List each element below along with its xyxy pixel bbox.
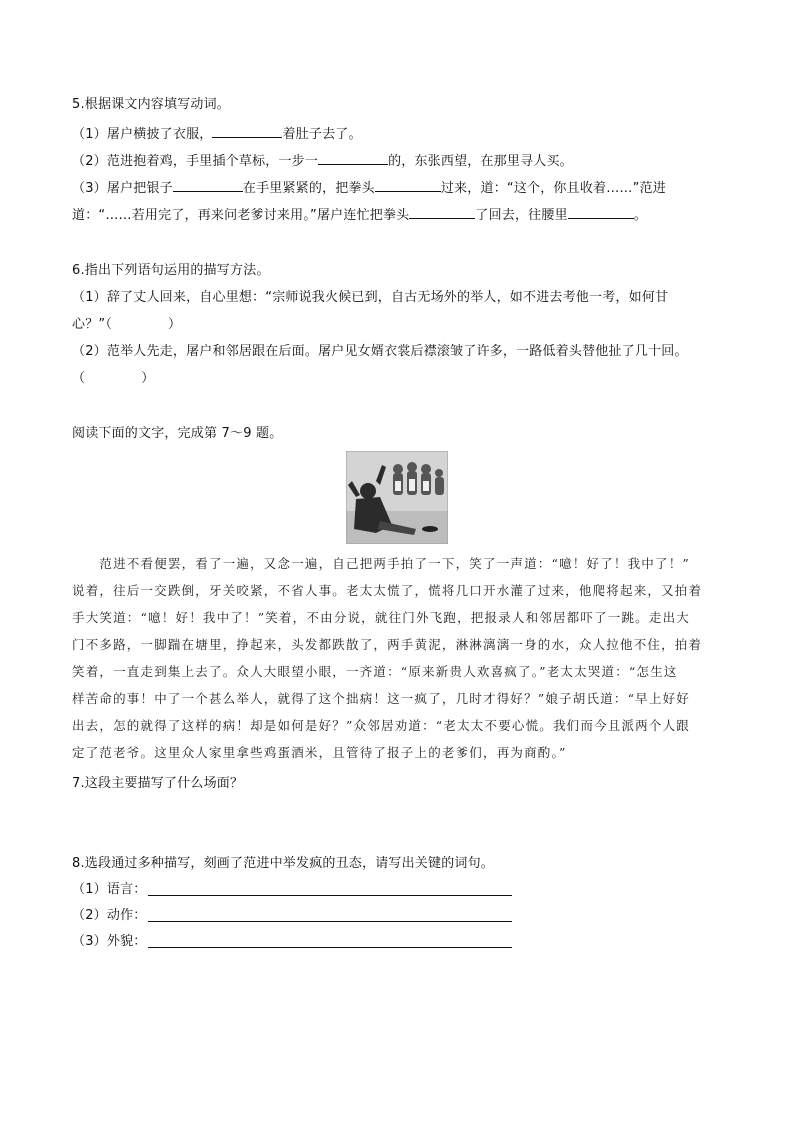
q8-item-1-label: （1）语言： (72, 882, 147, 897)
q5-item-3-text-e: 了回去，往腰里 (475, 208, 568, 223)
passage-line: 定了范老爷。这里众人家里拿些鸡蛋酒米，且管待了报子上的老爹们，再为商酌。” (72, 745, 567, 760)
q6-item-1-cont (72, 316, 181, 334)
passage-line: 出去，怎的就得了这样的病！却是如何是好？”众邻居劝道：“老太太不要心慌。我们而今且派两个人跟 (72, 718, 690, 733)
q5-item-3-text-a: （3）屠户把银子 (72, 181, 173, 196)
q5-item-3 (72, 177, 666, 198)
q6-item-2-text-c: ） (141, 371, 155, 386)
q5-item-1 (72, 123, 362, 144)
q5-blank-2[interactable] (318, 150, 388, 165)
passage-line: 笑着，一直走到集上去了。众人大眼望小眼，一齐道：“原来新贵人欢喜疯了。”老太太哭道：“怎生这 (72, 664, 678, 679)
q6-item-1-text-b: 心？”（ (72, 317, 113, 332)
q8-title: 8.选段通过多种描写，刻画了范进中举发疯的丑态，请写出关键的词句。 (72, 856, 495, 871)
q5-item-2-text-a: （2）范进抱着鸡，手里插个草标，一步一 (72, 154, 319, 169)
passage-line: 门不多路，一脚踹在塘里，挣起来，头发都跌散了，两手黄泥，淋淋漓漓一身的水，众人拉他不住，拍着 (72, 637, 703, 652)
passage-line: 手大笑道：“噫！好！我中了！”笑着，不由分说，就往门外飞跑，把报录人和邻居都吓了一跳。走出大 (72, 610, 690, 625)
passage-line: 范进不看便罢，看了一遍，又念一遍，自己把两手拍了一下，笑了一声道：“噫！好了！我中了！” (72, 556, 690, 571)
q6-item-2: （2）范举人先走，屠户和邻居跟在后面。屠户见女婿衣裳后襟滚皱了许多，一路低着头替他扯了几十回。 (72, 344, 688, 359)
passage-line: 样苦命的事！中了一个甚么举人，就得了这个拙病！这一疯了，几时才得好？”娘子胡氏道：“早上好好 (72, 691, 690, 706)
q8-answer-line-2[interactable] (148, 921, 512, 922)
q8-item-2-label: （2）动作： (72, 908, 147, 923)
q5-title: 5.根据课文内容填写动词。 (72, 97, 231, 112)
q8-answer-line-3[interactable] (148, 947, 512, 948)
passage-line: 说着，往后一交跌倒，牙关咬紧，不省人事。老太太慌了，慌将几口开水灌了过来，他爬将起来，又拍着 (72, 583, 703, 598)
q5-item-3-cont (72, 204, 647, 225)
reading-intro: 阅读下面的文字，完成第 7～9 题。 (72, 426, 283, 441)
passage (72, 550, 722, 766)
q5-blank-3[interactable] (173, 177, 243, 192)
q6-title: 6.指出下列语句运用的描写方法。 (72, 263, 270, 278)
q5-blank-1[interactable] (212, 123, 282, 138)
q6-item-1-text-c: ） (168, 317, 182, 332)
q5-item-1-text-b: 着肚子去了。 (282, 127, 362, 142)
q7-title: 7.这段主要描写了什么场面？ (72, 776, 244, 791)
q5-item-3-text-d: 道：“……若用完了，再来问老爹讨来用。”屠户连忙把拳头 (72, 208, 410, 223)
q5-item-3-text-f: 。 (633, 208, 647, 223)
q5-item-2 (72, 150, 573, 171)
q5-blank-4[interactable] (375, 177, 441, 192)
q5-item-2-text-b: 的，东张西望，在那里寻人买。 (388, 154, 573, 169)
q5-item-1-text-a: （1）屠户横披了衣服， (72, 127, 213, 142)
q5-blank-5[interactable] (409, 204, 475, 219)
fan-jin-illustration-art (346, 451, 448, 544)
q6-item-2-cont (72, 370, 154, 388)
q5-item-3-text-c: 过来，道：“这个，你且收着……”范进 (440, 181, 666, 196)
q6-item-2-text-b: （ (72, 371, 86, 386)
q8-answer-line-1[interactable] (148, 895, 512, 896)
q5-blank-6[interactable] (568, 204, 634, 219)
fan-jin-illustration (346, 451, 448, 544)
q5-item-3-text-b: 在手里紧紧的，把拳头 (242, 181, 375, 196)
q8-item-3-label: （3）外貌： (72, 934, 147, 949)
q6-item-1: （1）辞了丈人回来，自心里想：“宗师说我火候已到，自古无场外的举人，如不进去考他一考，如何甘 (72, 290, 669, 305)
